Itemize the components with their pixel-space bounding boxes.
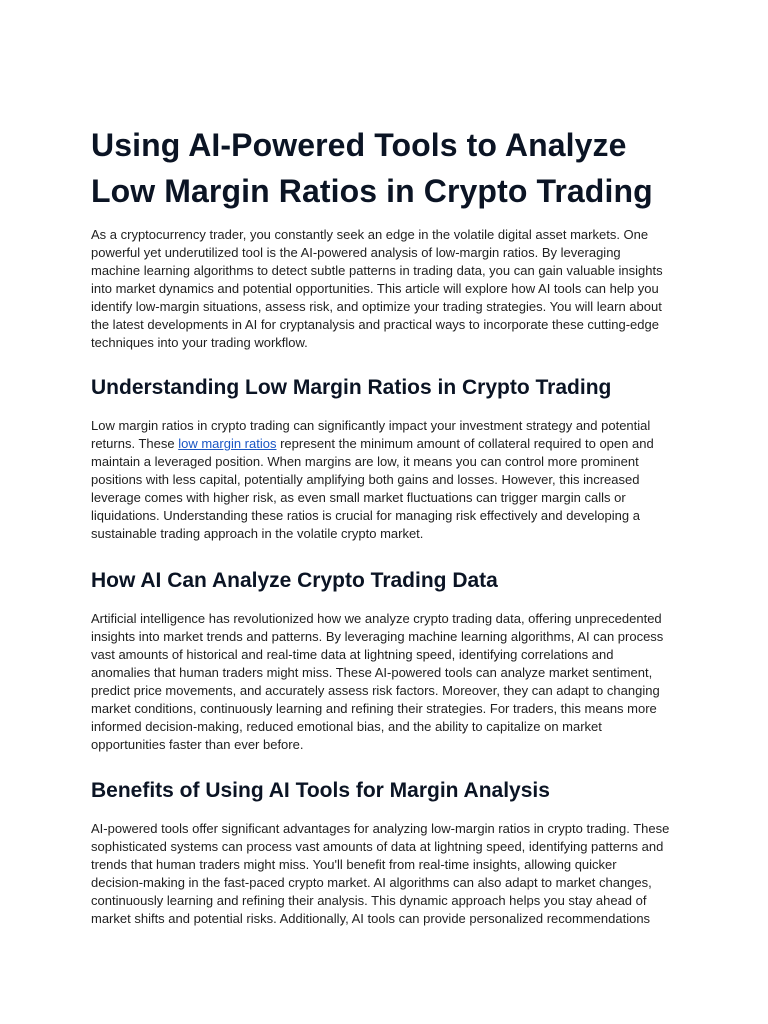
text-line: liquidations. Understanding these ratios is crucial for managing risk effectively and developing a: [91, 508, 640, 523]
section1-paragraph: [91, 417, 654, 543]
text-line: sophisticated systems can process vast amounts of data at lightning speed, identifying patterns and: [91, 839, 664, 854]
intro-paragraph: [91, 226, 663, 352]
text-line: Artificial intelligence has revolutionized how we analyze crypto trading data, offering unprecedented: [91, 611, 662, 626]
text-line: leverage comes with higher risk, as even small market fluctuations can trigger margin calls or: [91, 490, 626, 505]
text-line: informed decision-making, reduced emotional bias, and the ability to capitalize on market: [91, 719, 602, 734]
text-line: maintain a leveraged position. When margins are low, it means you can control more prominent: [91, 454, 639, 469]
text-line: Low margin ratios in crypto trading can significantly impact your investment strategy and potential: [91, 418, 651, 433]
text-line-with-link: [91, 435, 654, 453]
section-heading-benefits: Benefits of Using AI Tools for Margin Analysis: [91, 779, 550, 802]
low-margin-ratios-link[interactable]: low margin ratios: [178, 436, 277, 451]
text-line: vast amounts of historical and real-time data at lightning speed, identifying correlations and: [91, 647, 614, 662]
article-title: [91, 122, 691, 214]
section2-paragraph: [91, 610, 663, 754]
text-line: market conditions, continuously learning and refining their strategies. For traders, this means more: [91, 701, 657, 716]
text-line: identify low-margin situations, assess risk, and optimize your trading strategies. You will learn about: [91, 299, 662, 314]
text-line: into market dynamics and potential opportunities. This article will explore how AI tools can help you: [91, 281, 659, 296]
text-segment: returns. These: [91, 436, 179, 451]
section-heading-understanding: Understanding Low Margin Ratios in Crypto Trading: [91, 376, 612, 399]
text-line: predict price movements, and accurately assess risk factors. Moreover, they can adapt to changing: [91, 683, 660, 698]
text-line: techniques into your trading workflow.: [91, 335, 308, 350]
text-line: continuously learning and refining their analysis. This dynamic approach helps you stay ahead of: [91, 893, 647, 908]
text-segment: represent the minimum amount of collateral required to open and: [276, 436, 654, 451]
title-line: Low Margin Ratios in Crypto Trading: [91, 173, 653, 209]
text-line: machine learning algorithms to detect subtle patterns in trading data, you can gain valuable insights: [91, 263, 663, 278]
title-line: Using AI-Powered Tools to Analyze: [91, 127, 627, 163]
text-line: the latest developments in AI for cryptanalysis and practical ways to incorporate these cutting-edge: [91, 317, 659, 332]
text-line: market shifts and potential risks. Additionally, AI tools can provide personalized recommendations: [91, 911, 651, 926]
section3-paragraph: [91, 820, 669, 928]
text-line: trends that human traders might miss. You'll benefit from real-time insights, allowing quicker: [91, 857, 617, 872]
text-line: sustainable trading approach in the volatile crypto market.: [91, 526, 424, 541]
text-line: powerful yet underutilized tool is the AI-powered analysis of low-margin ratios. By leveraging: [91, 245, 621, 260]
text-line: decision-making in the fast-paced crypto market. AI algorithms can also adapt to market changes,: [91, 875, 652, 890]
text-line: insights into market trends and patterns. By leveraging machine learning algorithms, AI can process: [91, 629, 664, 644]
text-line: positions with less capital, potentially amplifying both gains and losses. However, this increased: [91, 472, 640, 487]
text-line: AI-powered tools offer significant advantages for analyzing low-margin ratios in crypto trading. These: [91, 821, 670, 836]
text-line: anomalies that human traders might miss. These AI-powered tools can analyze market sentiment,: [91, 665, 653, 680]
section-heading-how-ai: How AI Can Analyze Crypto Trading Data: [91, 569, 498, 592]
text-line: opportunities faster than ever before.: [91, 737, 304, 752]
text-line: As a cryptocurrency trader, you constantly seek an edge in the volatile digital asset markets. One: [91, 227, 649, 242]
